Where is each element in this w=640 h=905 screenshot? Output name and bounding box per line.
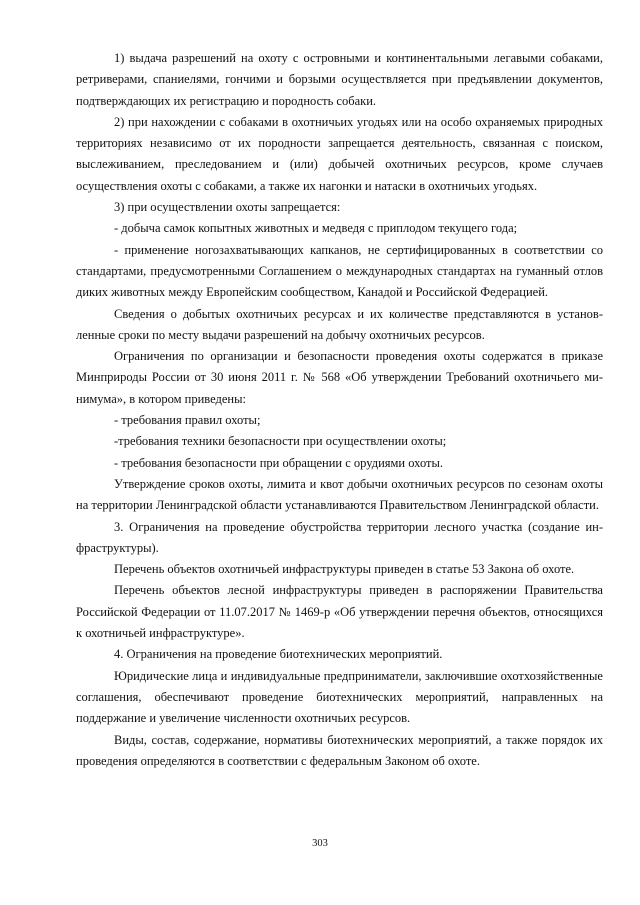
paragraph-10: - требования безопасности при обращении с орудиями охоты. [114,455,444,470]
paragraph-7: Ограничения по организации и безопасности проведения охоты содержатся в приказе Минприроды России от 30 июня 2011 г. № 568 «Об утверждении Требований охотничьего минимума», в котором приведены: [76,349,603,406]
paragraph-4: - добыча самок копытных животных и медведя с приплодом текущего года; [114,221,518,236]
paragraph-3: 3) при осуществлении охоты запрещается: [114,200,341,215]
paragraph-15: 4. Ограничения на проведение биотехнических мероприятий. [114,647,443,662]
page-number: 303 [312,838,328,849]
paragraph-6: Сведения о добытых охотничьих ресурсах и их количестве представляются в установленные сроки по месту выдачи разрешений на добычу охотничьих ресурсов. [76,306,603,342]
paragraph-11: Утверждение сроков охоты, лимита и квот добычи охотничьих ресурсов по сезонам охоты на территории Ленинградской области устанавливаются Правительством Ленинградской области. [76,476,603,513]
paragraph-16: Юридические лица и индивидуальные предприниматели, заключившие охотхозяйственные соглашения, обеспечивают проведение биотехнических мероприятий, направленных на поддержание и увеличение численности охотничьих ресурсов. [76,668,603,726]
paragraph-1: 1) выдача разрешений на охоту с островными и континентальными легавыми собаками, ретриверами, спаниелями, гончими и борзыми осуществляется при предъявлении документов, подтверждающих их регистрацию и породность собаки. [76,51,603,108]
paragraph-13: Перечень объектов охотничьей инфраструктуры приведен в статье 53 Закона об охоте. [114,562,575,577]
document-body [76,48,603,772]
paragraph-17: Виды, состав, содержание, нормативы биотехнических мероприятий, а также порядок их проведения определяются в соответствии с федеральным Законом об охоте. [76,732,603,768]
paragraph-14: Перечень объектов лесной инфраструктуры приведен в распоряжении Правительства Российской Федерации от 11.07.2017 № 1469-р «Об утверждении перечня объектов, относящихся к охотничьей инфраструктуре». [76,583,603,641]
paragraph-5: - применение ногозахватывающих капканов, не сертифицированных в соответствии со стандартами, предусмотренными Соглашением о международных стандартах на гуманный отлов диких животных между Европейским сообществом, Канадой и Российской Федерацией. [76,242,603,300]
paragraph-12: 3. Ограничения на проведение обустройства территории лесного участка (создание инфраструктуры). [76,519,603,555]
paragraph-9: -требования техники безопасности при осуществлении охоты; [114,434,447,449]
paragraph-8: - требования правил охоты; [114,413,261,428]
paragraph-2: 2) при нахождении с собаками в охотничьих угодьях или на особо охраняемых природных территориях независимо от их породности запрещается деятельность, связанная с поиском, выслеживанием, преследованием и (или) добычей охотничьих ресурсов, кроме случаев осуществления охоты с собаками, а также их нагонки и натаски в охотничьих угодьях. [76,114,603,193]
